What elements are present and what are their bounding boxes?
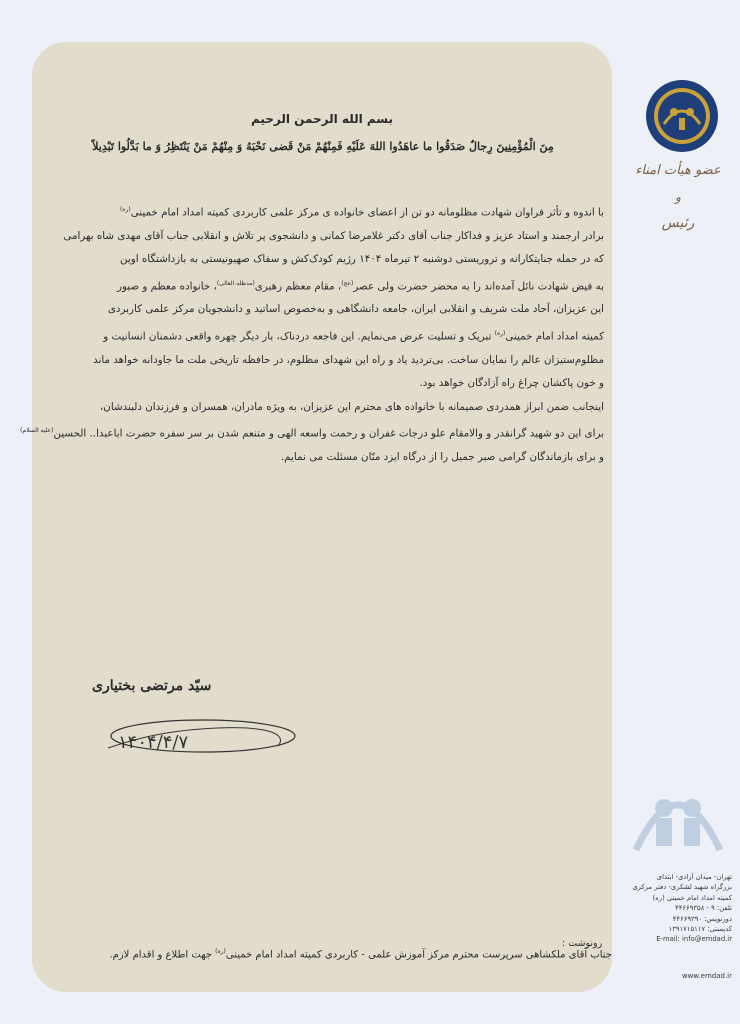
line-4: به فیض شهادت نائل آمده‌اند را به محضر حضرت ولی عصر$^{(عج)}$، مقام معظم رهبری$^{(مدظله العالی)}$، خانواده معظم و صبور [116, 279, 604, 293]
signature-date: ۱۴۰۴/۴/۷ [118, 732, 189, 753]
address-line-2: بزرگراه شهید لشکری- دفتر مرکزی [632, 883, 732, 892]
signatory-name: سیّد مرتضی بختیاری [92, 678, 212, 694]
website: www.emdad.ir [681, 972, 732, 980]
watermark-logo [626, 760, 730, 860]
line-10: برای این دو شهید گرانقدر و والامقام علو درجات غفران و رحمت واسعه الهی و متنعم شدن بر سر سفره حضرت اباعبدا.. الحسین$^{(علیه السلام)}$ [20, 426, 604, 440]
quran-verse: مِنَ الْمُؤْمِنِينَ رِجالٌ صَدَقُوا ما عاهَدُوا اللهَ عَلَيْهِ فَمِنْهُمْ مَنْ قَضى نَحْبَهُ وَ مِنْهُمْ مَنْ يَنْتَظِرُ وَ ما بَدَّلُوا تَبْدِيلاً [92, 140, 554, 153]
paragraph-1 [42, 198, 604, 396]
address-line-1: تهران- میدان آزادی- ابتدای [656, 873, 732, 881]
handwritten-signature [78, 708, 308, 764]
line-1: با اندوه و تأثر فراوان شهادت مظلومانه دو تن از اعضای خانواده ی مرکز علمی کاربردی کمیته امداد امام خمینی$^{(ره)}$ [119, 206, 604, 219]
line-7: مظلوم‌ستیزان عالم را نمایان ساخت. بی‌تردید یاد و راه این شهدای مظلوم، در حافظه تاریخی ملت ما جاودانه خواهد ماند [93, 353, 604, 366]
phone: تلفن: ۹ - ۴۴۶۶۹۳۵۸ [675, 904, 732, 913]
line-3: که در حمله جنایتکارانه و تروریستی دوشنبه ۲ تیرماه ۱۴۰۴ رژیم کودک‌کش و سفاک صهیونیستی به بازداشتگاه اوین [120, 253, 604, 266]
letter-body [20, 198, 604, 469]
line-8: و خون پاکشان چراغ راه آزادگان خواهد بود. [419, 377, 604, 390]
line-2: برادر ارجمند و استاد عزیز و فداکار جناب آقای دکتر غلامرضا کمانی و دانشجوی پر تلاش و انقلابی جناب آقای مهدی شاه بهرامی [63, 229, 604, 242]
emdad-logo [644, 78, 720, 154]
cc-label: رونوشت : [562, 938, 603, 949]
title-handwritten: عضو هیأت امناء و رئیس [635, 163, 721, 231]
cc-text: جناب آقای ملکشاهی سرپرست محترم مرکز آموزش علمی - کاربردی کمیته امداد امام خمینی$^{(ره)}$ جهت اطلاع و اقدام لازم. [109, 948, 612, 961]
address-line-3: کمیته امداد امام خمینی (ره) [652, 893, 732, 902]
contact-info [624, 872, 732, 945]
postal-code: کدپستی: ۱۳۹۱۷۱۵۱۱۷ [668, 925, 732, 934]
line-11: و برای بازماندگان گرامی صبر جمیل را از درگاه ایزد منّان مسئلت می نمایم. [280, 450, 604, 463]
paragraph-2 [20, 396, 604, 470]
fax: دورنویس: ۴۴۶۶۹۳۹۰ [672, 914, 732, 923]
bismillah: بسم الله الرحمن الرحيم [250, 112, 394, 126]
line-6: کمیته امداد امام خمینی$^{(ره)}$ تبریک و تسلیت عرض می‌نمایم. این فاجعه دردناک، بار دیگر چهره واقعی دشمنان انسانیت و [103, 329, 604, 343]
email: E-mail: info@emdad.ir [656, 935, 732, 944]
letter-panel [20, 42, 612, 992]
line-5: این عزیزان، آحاد ملت شریف و انقلابی ایران، جامعه دانشگاهی و به‌خصوص اساتید و دانشجویان مرکز علمی کاربردی [107, 303, 604, 316]
line-9: اینجانب ضمن ابراز همدردی صمیمانه با خانواده های محترم این عزیزان، به ویژه مادران، همسران و فرزندان دلبندشان، [99, 400, 604, 413]
